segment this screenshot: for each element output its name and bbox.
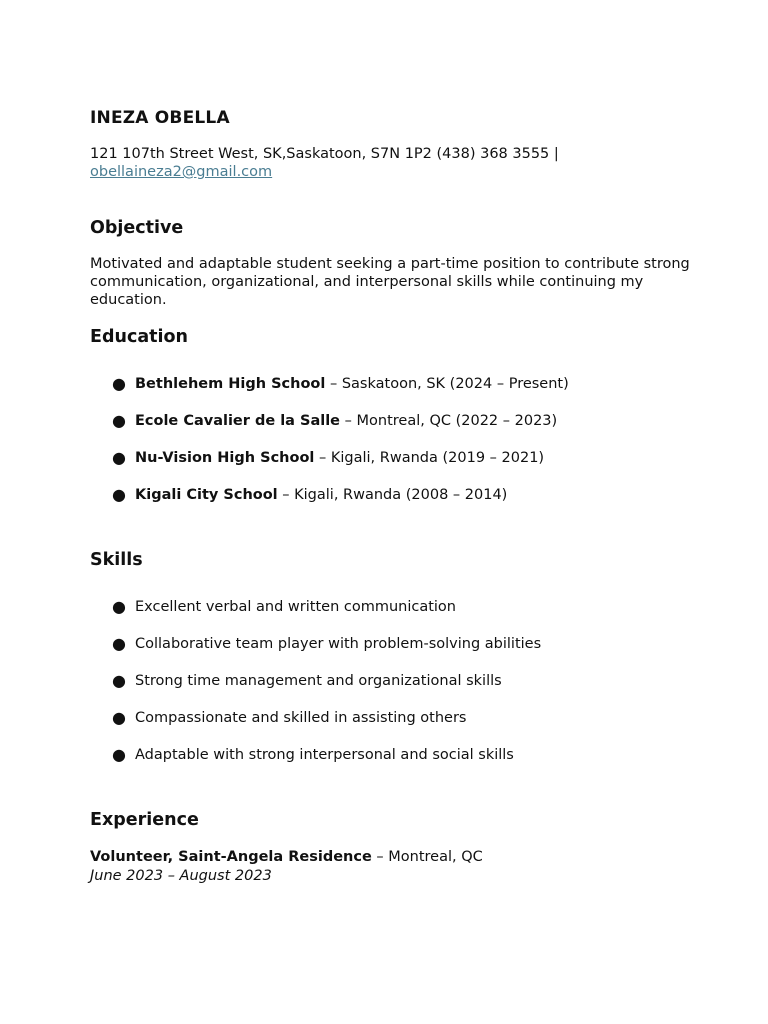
objective-heading: Objective (90, 218, 184, 238)
school-name: Kigali City School (135, 487, 278, 503)
school-name: Ecole Cavalier de la Salle (135, 413, 341, 429)
bullet-icon: ● (112, 448, 126, 467)
email-link[interactable]: obellaineza2@gmail.com (90, 164, 273, 180)
bullet-icon: ● (112, 597, 126, 616)
skill-text: Excellent verbal and written communication (135, 599, 456, 615)
skills-list (112, 598, 672, 783)
skill-item (112, 598, 672, 635)
bullet-icon: ● (112, 374, 126, 393)
candidate-name: INEZA OBELLA (90, 108, 230, 128)
school-name: Bethlehem High School (135, 376, 326, 392)
school-detail: – Montreal, QC (2022 – 2023) (340, 413, 558, 429)
bullet-icon: ● (112, 745, 126, 764)
education-item (112, 486, 672, 523)
education-list (112, 375, 672, 523)
school-detail: – Saskatoon, SK (2024 – Present) (325, 376, 569, 392)
objective-text: Motivated and adaptable student seeking a part-time position to contribute strong communication, organizational, and interpersonal skills while continuing my education. (90, 256, 690, 308)
school-name: Nu-Vision High School (135, 450, 315, 466)
experience-role-line (90, 848, 483, 866)
contact-line: 121 107th Street West, SK,Saskatoon, S7N 1P2 (438) 368 3555 | (90, 146, 559, 162)
contact-info (90, 145, 559, 181)
experience-heading: Experience (90, 810, 199, 830)
school-detail: – Kigali, Rwanda (2019 – 2021) (314, 450, 545, 466)
education-item (112, 375, 672, 412)
skill-item (112, 746, 672, 783)
skill-item (112, 635, 672, 672)
education-item (112, 449, 672, 486)
bullet-icon: ● (112, 708, 126, 727)
skill-text: Compassionate and skilled in assisting others (135, 710, 467, 726)
education-heading: Education (90, 327, 188, 347)
skill-text: Collaborative team player with problem-solving abilities (135, 636, 542, 652)
bullet-icon: ● (112, 411, 126, 430)
skill-text: Adaptable with strong interpersonal and social skills (135, 747, 514, 763)
skills-heading: Skills (90, 550, 143, 570)
skill-text: Strong time management and organizational skills (135, 673, 502, 689)
bullet-icon: ● (112, 485, 126, 504)
skill-item (112, 672, 672, 709)
skill-item (112, 709, 672, 746)
bullet-icon: ● (112, 634, 126, 653)
school-detail: – Kigali, Rwanda (2008 – 2014) (277, 487, 508, 503)
experience-dates: June 2023 – August 2023 (90, 868, 272, 884)
bullet-icon: ● (112, 671, 126, 690)
education-item (112, 412, 672, 449)
experience-location: – Montreal, QC (371, 849, 483, 865)
experience-role: Volunteer, Saint-Angela Residence (90, 849, 372, 865)
